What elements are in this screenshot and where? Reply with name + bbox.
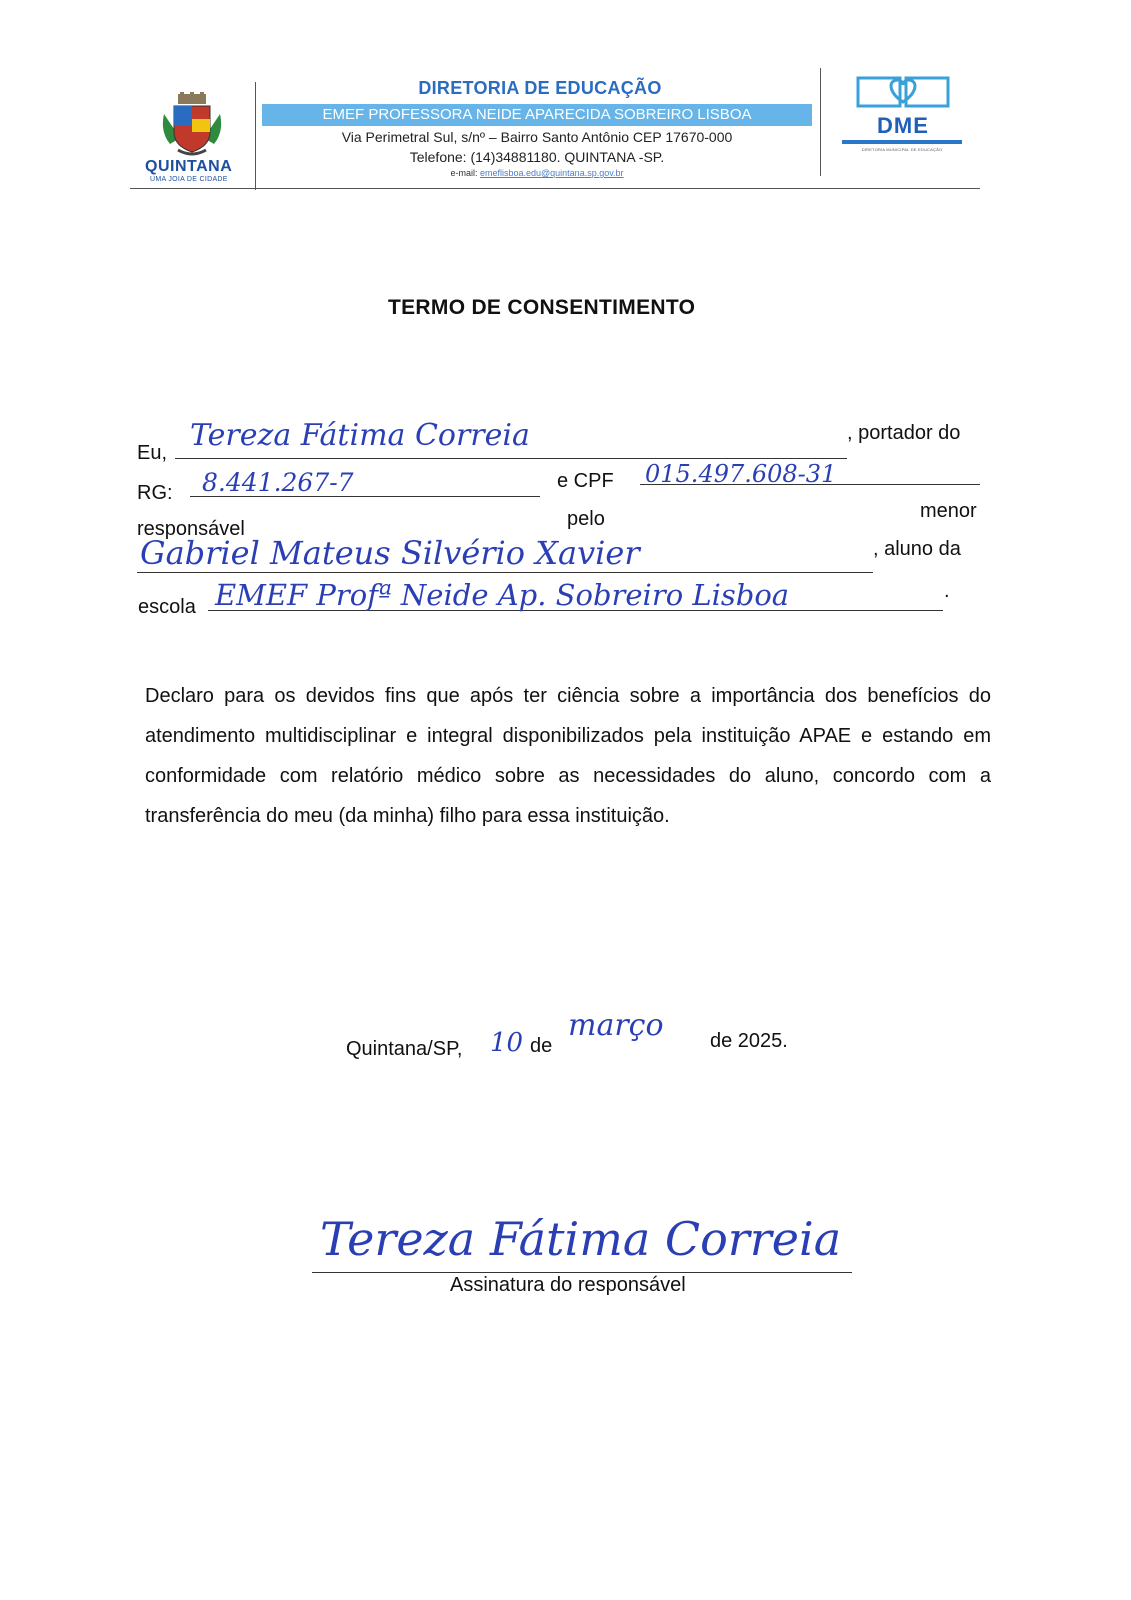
signature-caption: Assinatura do responsável	[450, 1274, 686, 1296]
school-name-band: EMEF PROFESSORA NEIDE APARECIDA SOBREIRO LISBOA	[262, 104, 812, 126]
directorate-title: DIRETORIA DE EDUCAÇÃO	[418, 78, 662, 98]
student-field-line	[137, 572, 873, 573]
eu-label: Eu,	[137, 442, 168, 464]
menor-label: menor	[920, 500, 977, 522]
cpf-field[interactable]: 015.497.608-31	[645, 460, 837, 488]
name-field-line	[175, 458, 847, 459]
dme-logo-bar	[842, 140, 962, 144]
city-tagline: UMA JOIA DE CIDADE	[150, 176, 228, 183]
header-rule	[130, 188, 980, 189]
portador-label: , portador do	[847, 422, 961, 444]
document-title: TERMO DE CONSENTIMENTO	[388, 296, 696, 319]
school-address: Via Perimetral Sul, s/nº – Bairro Santo Antônio CEP 17670-000	[341, 129, 733, 145]
student-name-field[interactable]: Gabriel Mateus Silvério Xavier	[140, 534, 640, 572]
year-label: de 2025.	[710, 1030, 788, 1052]
school-field[interactable]: EMEF Profª Neide Ap. Sobreiro Lisboa	[215, 578, 790, 612]
header-divider	[255, 82, 256, 190]
responsavel-label: responsável	[137, 518, 245, 540]
school-email-line	[262, 168, 812, 178]
place-label: Quintana/SP,	[346, 1038, 463, 1060]
name-field[interactable]: Tereza Fátima Correia	[190, 418, 530, 453]
de-label: de	[530, 1035, 553, 1057]
email-link[interactable]: emeflisboa.edu@quintana.sp.gov.br	[479, 168, 624, 178]
city-crest-logo	[160, 92, 224, 162]
day-field[interactable]: 10	[490, 1028, 524, 1058]
dme-logo-text: DME	[877, 113, 929, 138]
handwritten-signature: Tereza Fátima Correia	[320, 1212, 842, 1266]
school-phone: Telefone: (14)34881180. QUINTANA -SP.	[409, 149, 665, 165]
header-divider	[820, 68, 821, 176]
signature-line	[312, 1272, 852, 1273]
dme-subtitle: DIRETORIA MUNICIPAL DE EDUCAÇÃO	[861, 147, 943, 152]
city-name: QUINTANA	[145, 158, 233, 175]
pelo-label: pelo	[567, 508, 605, 530]
email-label: e-mail:	[450, 168, 478, 178]
cpf-label: e CPF	[557, 470, 614, 492]
escola-label: escola	[138, 596, 196, 618]
rg-label: RG:	[137, 482, 173, 504]
period: .	[944, 580, 950, 602]
rg-field[interactable]: 8.441.267-7	[202, 468, 354, 497]
aluno-label: , aluno da	[873, 538, 961, 560]
declaration-paragraph: Declaro para os devidos fins que após ter ciência sobre a importância dos benefícios do atendimento multidisciplinar e integral disponibilizados pela instituição APAE e estando em conformidade com relatório médico sobre as necessidades do aluno, concordo com a transferência do meu (da minha) filho para essa instituição.	[145, 685, 991, 827]
month-field[interactable]: março	[568, 1008, 664, 1043]
